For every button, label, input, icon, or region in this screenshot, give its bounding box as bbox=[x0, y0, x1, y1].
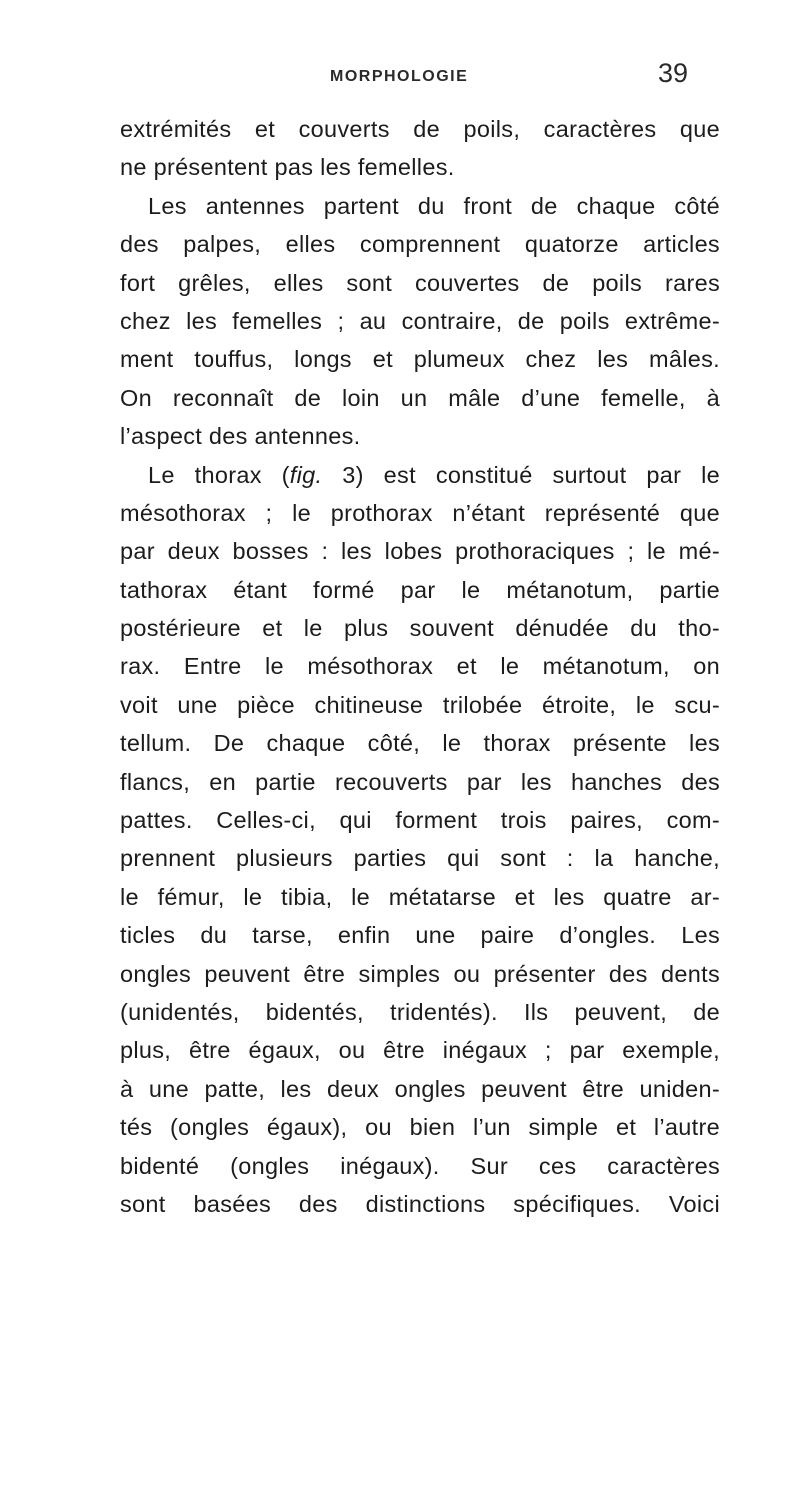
text-line: ment touffus, longs et plumeux chez les mâles. bbox=[120, 346, 720, 373]
text-line: plus, être égaux, ou être inégaux ; par exemple, bbox=[120, 1037, 720, 1064]
running-head-title: MORPHOLOGIE bbox=[330, 68, 469, 85]
text-line: On reconnaît de loin un mâle d’une femelle, à bbox=[120, 384, 720, 411]
text-line: extrémités et couverts de poils, caractères que bbox=[120, 116, 720, 142]
text-line: tés (ongles égaux), ou bien l’un simple et l’autre bbox=[120, 1114, 720, 1141]
figure-reference: fig. bbox=[289, 461, 323, 488]
text-line: des palpes, elles comprennent quatorze articles bbox=[120, 231, 720, 258]
text-line: par deux bosses : les lobes prothoraciques ; le mé- bbox=[120, 538, 720, 565]
text-line: rax. Entre le mésothorax et le métanotum, on bbox=[120, 653, 720, 680]
text-fragment: Le thorax ( bbox=[148, 461, 290, 488]
page-number: 39 bbox=[657, 58, 688, 88]
text-line: prennent plusieurs parties qui sont : la hanche, bbox=[120, 845, 720, 872]
text-line: fort grêles, elles sont couvertes de poils rares bbox=[120, 269, 720, 296]
text-line: le fémur, le tibia, le métatarse et les quatre ar- bbox=[120, 883, 720, 910]
text-line: tathorax étant formé par le métanotum, partie bbox=[120, 576, 720, 603]
text-line: (unidentés, bidentés, tridentés). Ils peuvent, de bbox=[120, 998, 720, 1025]
text-line: tellum. De chaque côté, le thorax présente les bbox=[120, 730, 720, 757]
text-line: postérieure et le plus souvent dénudée du tho- bbox=[120, 615, 720, 642]
body-text bbox=[120, 110, 720, 1223]
text-line: voit une pièce chitineuse trilobée étroite, le scu- bbox=[120, 691, 720, 718]
running-head bbox=[0, 56, 800, 96]
text-line: bidenté (ongles inégaux). Sur ces caractères bbox=[120, 1152, 720, 1179]
text-line: chez les femelles ; au contraire, de poils extrême- bbox=[120, 307, 720, 334]
text-fragment: 3) est constitué surtout par le bbox=[322, 461, 720, 488]
text-line: flancs, en partie recouverts par les hanches des bbox=[120, 768, 720, 795]
text-line: l’aspect des antennes. bbox=[120, 423, 361, 450]
text-line: pattes. Celles-ci, qui forment trois paires, com- bbox=[120, 807, 720, 834]
text-line: ne présentent pas les femelles. bbox=[120, 154, 455, 181]
paragraph-first-line: Les antennes partent du front de chaque côté bbox=[148, 192, 720, 219]
text-line: à une patte, les deux ongles peuvent être uniden- bbox=[120, 1075, 720, 1102]
paragraph-first-line bbox=[120, 456, 720, 494]
text-line: mésothorax ; le prothorax n’étant représenté que bbox=[120, 499, 720, 526]
text-line: ongles peuvent être simples ou présenter des dents bbox=[120, 960, 720, 987]
text-line: ticles du tarse, enfin une paire d’ongles. Les bbox=[120, 922, 720, 949]
text-line: sont basées des distinctions spécifiques. Voici bbox=[120, 1190, 720, 1217]
